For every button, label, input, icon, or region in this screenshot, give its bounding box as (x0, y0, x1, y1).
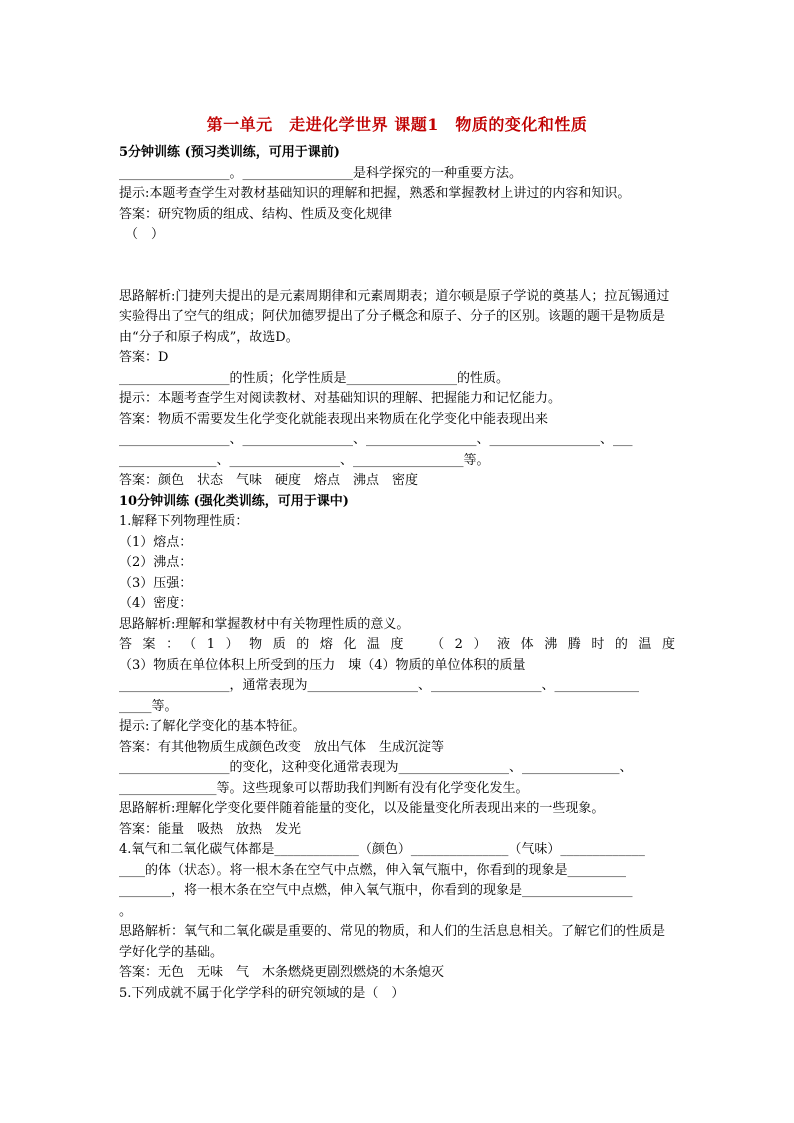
text-line: _________________的性质；化学性质是_________________的性质。 (119, 370, 510, 386)
text-line: _________________，通常表现为_________________、_________________、_____________ (119, 678, 640, 693)
text-line: 答案：D (119, 350, 169, 365)
text-line: 答案：有其他物质生成颜色改变 放出气体 生成沉淀等 (119, 739, 445, 755)
text-line: _________________、_________________、_________________、_________________、___ (119, 432, 633, 447)
blank-area (119, 246, 675, 287)
text-line: 答案：（1）物质的熔化温度 （2）液体沸腾时的温度 (119, 637, 675, 652)
text-line: 提示:本题考查学生对教材基础知识的理解和把握，熟悉和掌握教材上讲过的内容和知识。 (119, 186, 631, 201)
text-line: ________，将一根木条在空气中点燃，伸入氧气瓶中，你看到的现象是_________________ (119, 883, 633, 898)
text-line: （2）沸点： (119, 555, 193, 570)
text-line: 思路解析:理解和掌握教材中有关物理性质的意义。 (119, 616, 410, 632)
text-line: 答案：能量 吸热 放热 发光 (119, 821, 302, 837)
text-line: _______________等。这些现象可以帮助我们判断有没有化学变化发生。 (119, 780, 529, 796)
text-line: 5.下列成就不属于化学学科的研究领域的是（ ） (119, 985, 405, 1001)
text-line: 答案：无色 无味 气 木条燃烧更剧烈燃烧的木条熄灭 (119, 965, 445, 980)
text-line: 思路解析:门捷列夫提出的是元素周期律和元素周期表；道尔顿是原子学说的奠基人；拉瓦锡通过实验得出了空气的组成；阿伏加德罗提出了分子概念和原子、分子的区别。该题的题干是物质是由“分子和原子构成”，故选D。 (119, 288, 670, 345)
text-line: 1.解释下列物理性质： (119, 514, 249, 529)
text-line: （ ） (125, 227, 165, 242)
text-line: _______________、_________________、_________________等。 (119, 452, 490, 468)
text-line: 提示：本题考查学生对阅读教材、对基础知识的理解、把握能力和记忆能力。 (119, 391, 562, 406)
text-line: 答案：颜色 状态 气味 硬度 熔点 沸点 密度 (119, 473, 419, 488)
text-line: 提示:了解化学变化的基本特征。 (119, 719, 306, 734)
document-body (119, 143, 675, 1004)
text-line: 答案：物质不需要发生化学变化就能表现出来物质在化学变化中能表现出来 (119, 411, 549, 427)
section-heading: 10分钟训练 (强化类训练，可用于课中) (119, 493, 349, 509)
text-line: _________________。_________________是科学探究的一种重要方法。 (119, 165, 523, 181)
text-line: 思路解析：氧气和二氧化碳是重要的、常见的物质，和人们的生活息息相关。了解它们的性质是学好化学的基础。 (119, 924, 666, 960)
text-line: （3）物质在单位体积上所受到的压力 埬（4）物质的单位体积的质量 (119, 657, 526, 673)
text-line: 。 (119, 903, 133, 919)
section-heading: 5分钟训练 (预习类训练，可用于课前) (119, 145, 340, 160)
text-line: （3）压强： (119, 575, 193, 591)
text-line: 4.氧气和二氧化碳气体都是_____________（颜色）_______________（气味）_____________ (119, 842, 645, 857)
text-line: _____等。 (119, 698, 178, 714)
text-line: （4）密度： (119, 596, 193, 611)
document-page (119, 112, 675, 1004)
text-line: 答案：研究物质的组成、结构、性质及变化规律 (119, 206, 393, 222)
page-title: 第一单元 走进化学世界 课题1 物质的变化和性质 (206, 115, 588, 134)
text-line: 思路解析:理解化学变化要伴随着能量的变化，以及能量变化所表现出来的一些现象。 (119, 801, 605, 816)
text-line: ____的体（状态）。将一根木条在空气中点燃，伸入氧气瓶中，你看到的现象是_________ (119, 862, 627, 878)
text-line: （1）熔点： (119, 534, 193, 550)
text-line: _________________的变化，这种变化通常表现为_________________、_______________、 (119, 760, 633, 775)
